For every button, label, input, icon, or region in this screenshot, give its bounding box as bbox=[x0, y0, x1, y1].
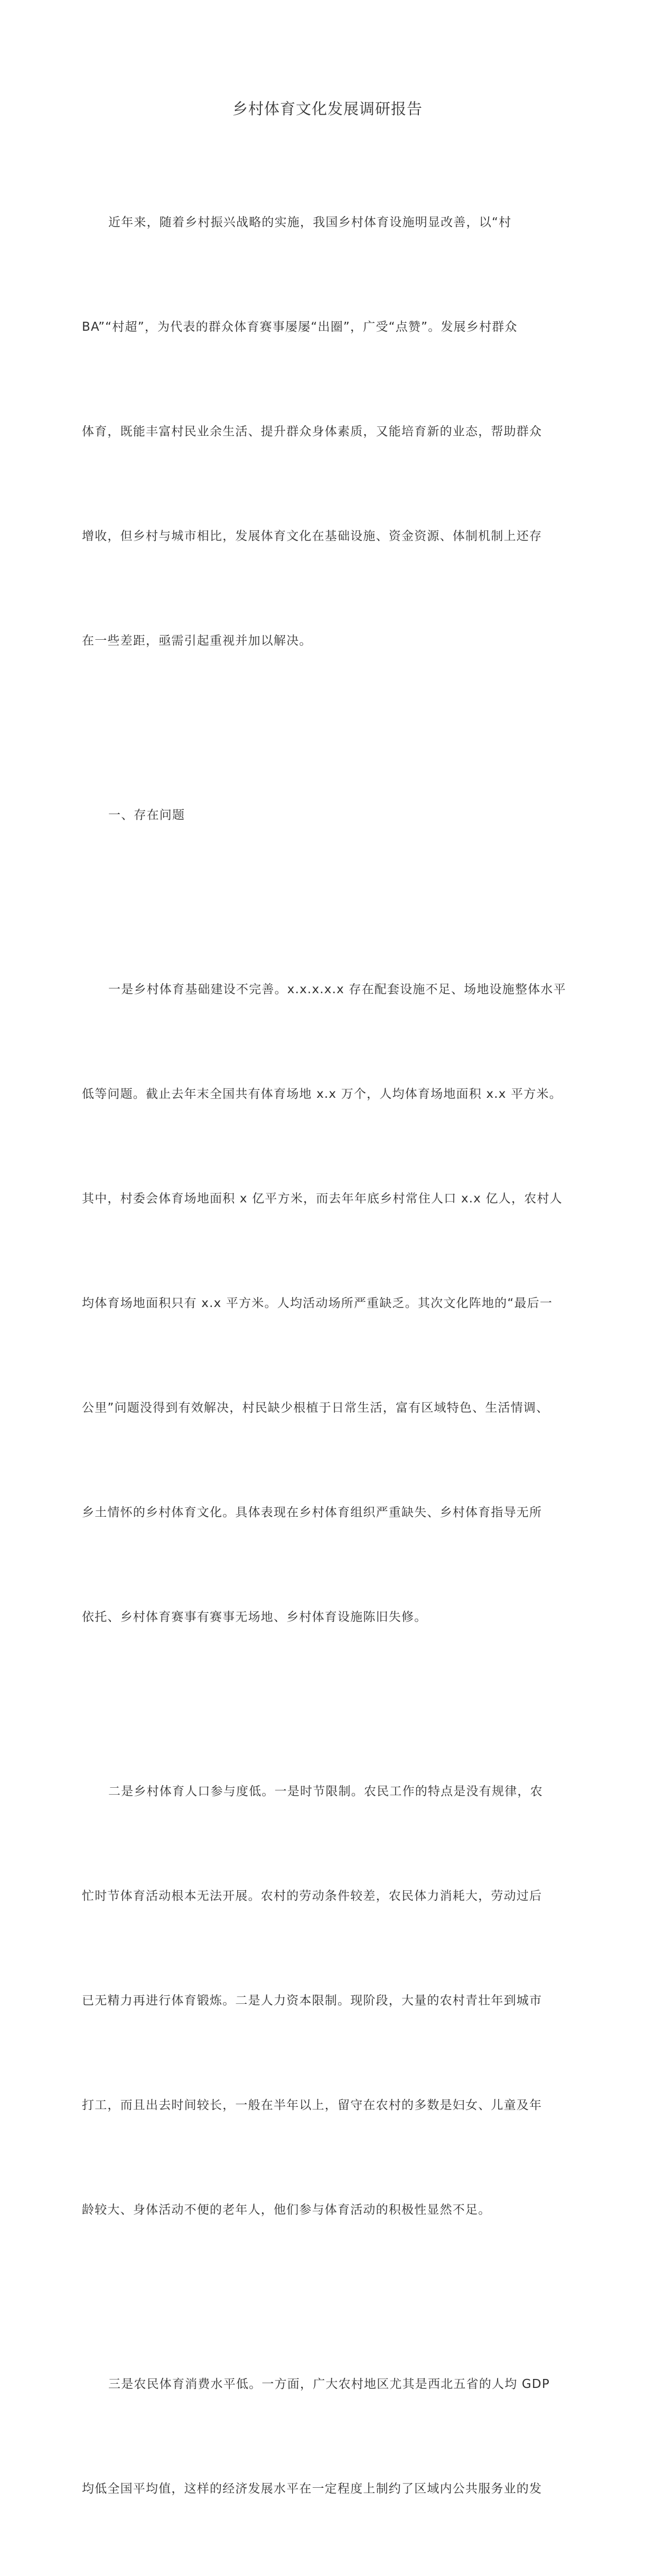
text-line: 打工，而且出去时间较长，一般在半年以上，留守在农村的多数是妇女、儿童及年 bbox=[82, 2098, 542, 2112]
paragraph-problem-3 bbox=[82, 2297, 568, 2576]
text-line: 一是乡村体育基础建设不完善。x.x.x.x.x 存在配套设施不足、场地设施整体水平 bbox=[108, 983, 566, 996]
text-line: 龄较大、身体活动不便的老年人，他们参与体育活动的积极性显然不足。 bbox=[82, 2203, 491, 2217]
text-line: 均体育场地面积只有 x.x 平方米。人均活动场所严重缺乏。其次文化阵地的“最后一 bbox=[82, 1296, 553, 1310]
text-line: BA”“村超”，为代表的群众体育赛事屡屡“出圈”，广受“点赞”。发展乡村群众 bbox=[82, 320, 518, 334]
text-line: 均低全国平均值，这样的经济发展水平在一定程度上制约了区域内公共服务业的发 bbox=[82, 2482, 542, 2496]
paragraph-problem-1 bbox=[82, 902, 568, 1704]
text-line: 二是乡村体育人口参与度低。一是时节限制。农民工作的特点是没有规律，农 bbox=[108, 1785, 543, 1798]
text-line: 已无精力再进行体育锻炼。二是人力资本限制。现阶段，大量的农村青壮年到城市 bbox=[82, 1994, 542, 2008]
text-line: 低等问题。截止去年末全国共有体育场地 x.x 万个，人均体育场地面积 x.x 平方米。 bbox=[82, 1087, 562, 1101]
text-line: 乡土情怀的乡村体育文化。具体表现在乡村体育组织严重缺失、乡村体育指导无所 bbox=[82, 1506, 542, 1519]
text-line: 体育，既能丰富村民业余生活、提升群众身体素质，又能培育新的业态，帮助群众 bbox=[82, 425, 542, 438]
paragraph-problem-2 bbox=[82, 1704, 568, 2297]
document-title: 乡村体育文化发展调研报告 bbox=[232, 100, 423, 118]
text-line: 增收，但乡村与城市相比，发展体育文化在基础设施、资金资源、体制机制上还存 bbox=[82, 529, 542, 543]
text-line: 三是农民体育消费水平低。一方面，广大农村地区尤其是西北五省的人均 GDP bbox=[108, 2377, 550, 2391]
document-body bbox=[82, 135, 568, 2576]
section-heading bbox=[82, 728, 568, 902]
text-line: 近年来，随着乡村振兴战略的实施，我国乡村体育设施明显改善，以“村 bbox=[108, 216, 512, 229]
heading-line: 一、存在问题 bbox=[108, 808, 185, 822]
text-line: 忙时节体育活动根本无法开展。农村的劳动条件较差，农民体力消耗大，劳动过后 bbox=[82, 1889, 542, 1903]
text-line: 其中，村委会体育场地面积 x 亿平方米，而去年年底乡村常住人口 x.x 亿人，农村人 bbox=[82, 1192, 563, 1206]
text-line: 公里”问题没得到有效解决，村民缺少根植于日常生活，富有区域特色、生活情调、 bbox=[82, 1401, 549, 1415]
text-line: 依托、乡村体育赛事有赛事无场地、乡村体育设施陈旧失修。 bbox=[82, 1610, 427, 1624]
text-line: 在一些差距，亟需引起重视并加以解决。 bbox=[82, 634, 312, 648]
paragraph-intro bbox=[82, 135, 568, 728]
